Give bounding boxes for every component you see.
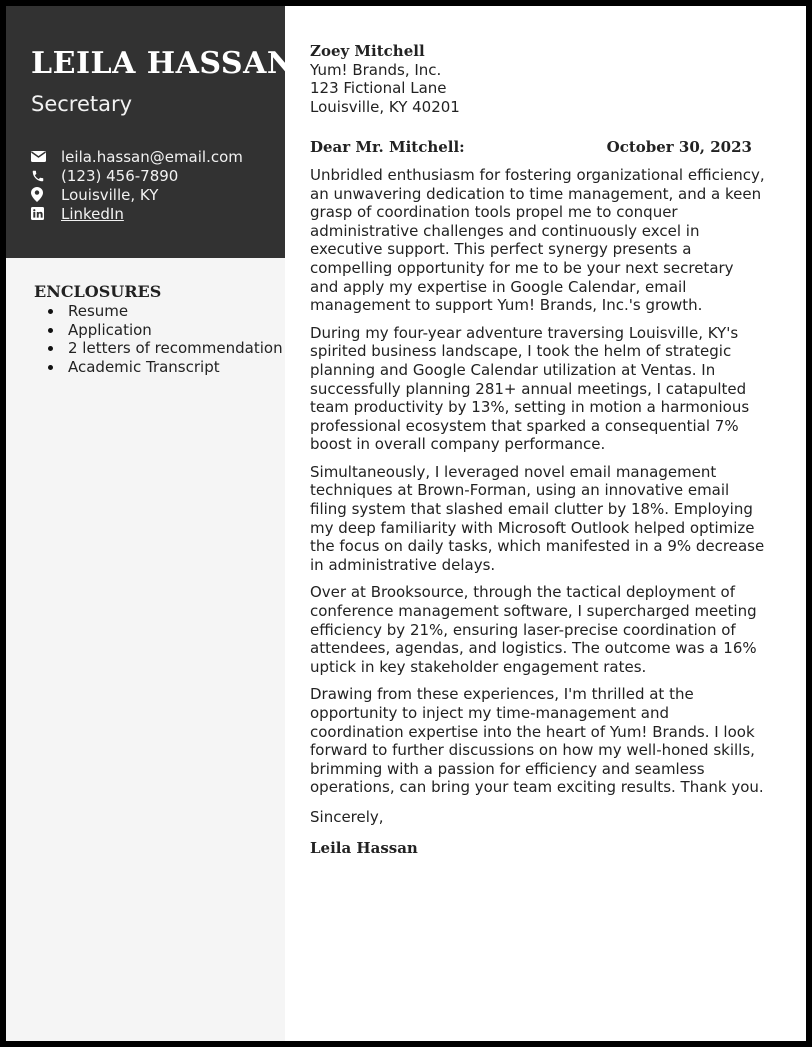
recipient-company: Yum! Brands, Inc. xyxy=(310,60,442,79)
paragraph-experience-brown-forman: Simultaneously, I leveraged novel email management techniques at Brown-Forman, using an innovative email filing system that slashed email clutter by 18%. Employing my deep familiarity with Microsoft Outlook helped optimize the focus on daily tasks, which manifested in a 9% decrease in administrative delays. xyxy=(310,462,765,574)
recipient-city: Louisville, KY 40201 xyxy=(310,97,460,116)
location-icon xyxy=(31,187,48,202)
contact-phone xyxy=(31,166,243,185)
sidebar xyxy=(6,6,295,1041)
contact-email xyxy=(31,147,243,166)
enclosure-item: Academic Transcript xyxy=(48,358,283,377)
applicant-title: Secretary xyxy=(31,92,133,116)
salutation: Dear Mr. Mitchell: xyxy=(310,138,465,157)
enclosures-heading: ENCLOSURES xyxy=(34,282,162,301)
linkedin-link[interactable]: LinkedIn xyxy=(61,204,124,223)
linkedin-icon xyxy=(31,206,48,221)
sidebar-header xyxy=(6,6,295,258)
paragraph-experience-brooksource: Over at Brooksource, through the tactical deployment of conference management software, I supercharged meeting efficiency by 21%, ensuring laser-precise coordination of attendees, agendas, and logistics. The outcome was a 16% uptick in key stakeholder engagement rates. xyxy=(310,583,757,676)
paragraph-conclusion: Drawing from these experiences, I'm thrilled at the opportunity to inject my time-management and coordination expertise into the heart of Yum! Brands. I look forward to further discussions on how my well-honed skills, brimming with a passion for efficiency and seamless operations, can bring your team exciting results. Thank you. xyxy=(310,685,764,797)
contact-email-text: leila.hassan@email.com xyxy=(61,147,243,166)
enclosure-item: Application xyxy=(48,321,283,340)
letter-body xyxy=(310,42,766,857)
recipient-name: Zoey Mitchell xyxy=(310,42,425,60)
contact-phone-text: (123) 456-7890 xyxy=(61,166,179,185)
enclosures-list xyxy=(48,302,283,376)
applicant-name: LEILA HASSAN xyxy=(31,46,295,81)
signature: Leila Hassan xyxy=(310,838,418,857)
contact-list xyxy=(31,147,243,223)
cover-letter-page xyxy=(6,6,806,1041)
recipient-block xyxy=(310,42,766,116)
contact-linkedin[interactable] xyxy=(31,204,243,223)
recipient-street: 123 Fictional Lane xyxy=(310,79,447,98)
letter-date: October 30, 2023 xyxy=(606,138,752,157)
salutation-row xyxy=(310,138,766,157)
contact-location-text: Louisville, KY xyxy=(61,185,159,204)
contact-location xyxy=(31,185,243,204)
enclosure-item: 2 letters of recommendation xyxy=(48,339,283,358)
enclosure-item: Resume xyxy=(48,302,283,321)
email-icon xyxy=(31,149,48,164)
paragraph-intro: Unbridled enthusiasm for fostering organizational efficiency, an unwavering dedication to time management, and a keen grasp of coordination tools propel me to conquer administrative challenges and continuously excel in executive support. This perfect synergy presents a compelling opportunity for me to be your next secretary and apply my expertise in Google Calendar, email management to support Yum! Brands, Inc.'s growth. xyxy=(310,165,765,315)
closing: Sincerely, xyxy=(310,807,384,826)
paragraph-experience-ventas: During my four-year adventure traversing Louisville, KY's spirited business landscape, I took the helm of strategic planning and Google Calendar utilization at Ventas. In successfully planning 281+ annual meetings, I catapulted team productivity by 13%, setting in motion a harmonious professional ecosystem that sparked a consequential 7% boost in overall company performance. xyxy=(310,323,750,454)
phone-icon xyxy=(31,168,48,183)
